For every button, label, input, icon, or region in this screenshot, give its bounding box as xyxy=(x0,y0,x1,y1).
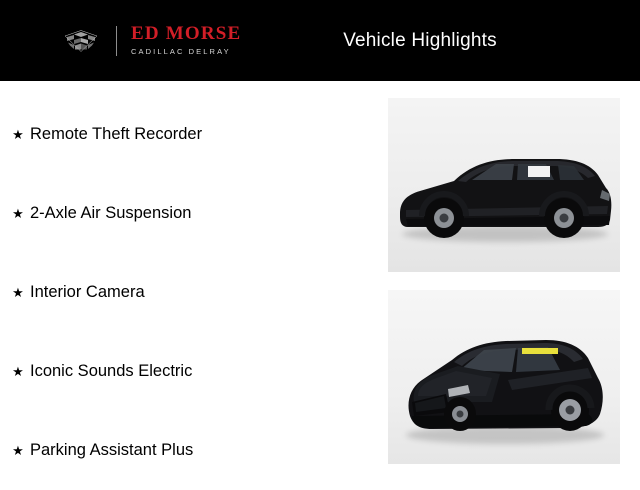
star-icon: ★ xyxy=(12,443,24,458)
star-icon: ★ xyxy=(12,364,24,379)
page-header xyxy=(0,0,640,81)
list-item xyxy=(0,411,380,490)
star-icon: ★ xyxy=(12,127,24,142)
list-item xyxy=(0,332,380,411)
vehicle-photo-gallery xyxy=(388,98,620,464)
dealer-name: ED MORSE xyxy=(131,23,242,44)
list-item xyxy=(0,174,380,253)
list-item-label: Iconic Sounds Electric xyxy=(30,362,193,380)
list-item-label: Interior Camera xyxy=(30,283,145,301)
vehicle-front-three-quarter-photo[interactable] xyxy=(388,290,620,464)
vehicle-side-profile-photo[interactable] xyxy=(388,98,620,272)
list-item-label: Parking Assistant Plus xyxy=(30,441,194,459)
star-icon: ★ xyxy=(12,285,24,300)
star-icon: ★ xyxy=(12,206,24,221)
vehicle-highlights-list xyxy=(0,81,380,480)
list-item xyxy=(0,253,380,332)
list-item xyxy=(0,95,380,174)
vehicle-side-illustration xyxy=(388,98,620,272)
vehicle-front-illustration xyxy=(388,290,620,464)
page-title: Vehicle Highlights xyxy=(343,29,497,51)
list-item-label: 2-Axle Air Suspension xyxy=(30,204,192,222)
list-item-label: Remote Theft Recorder xyxy=(30,125,203,143)
page-content xyxy=(0,81,640,480)
dealer-subtitle: CADILLAC DELRAY xyxy=(131,47,231,56)
